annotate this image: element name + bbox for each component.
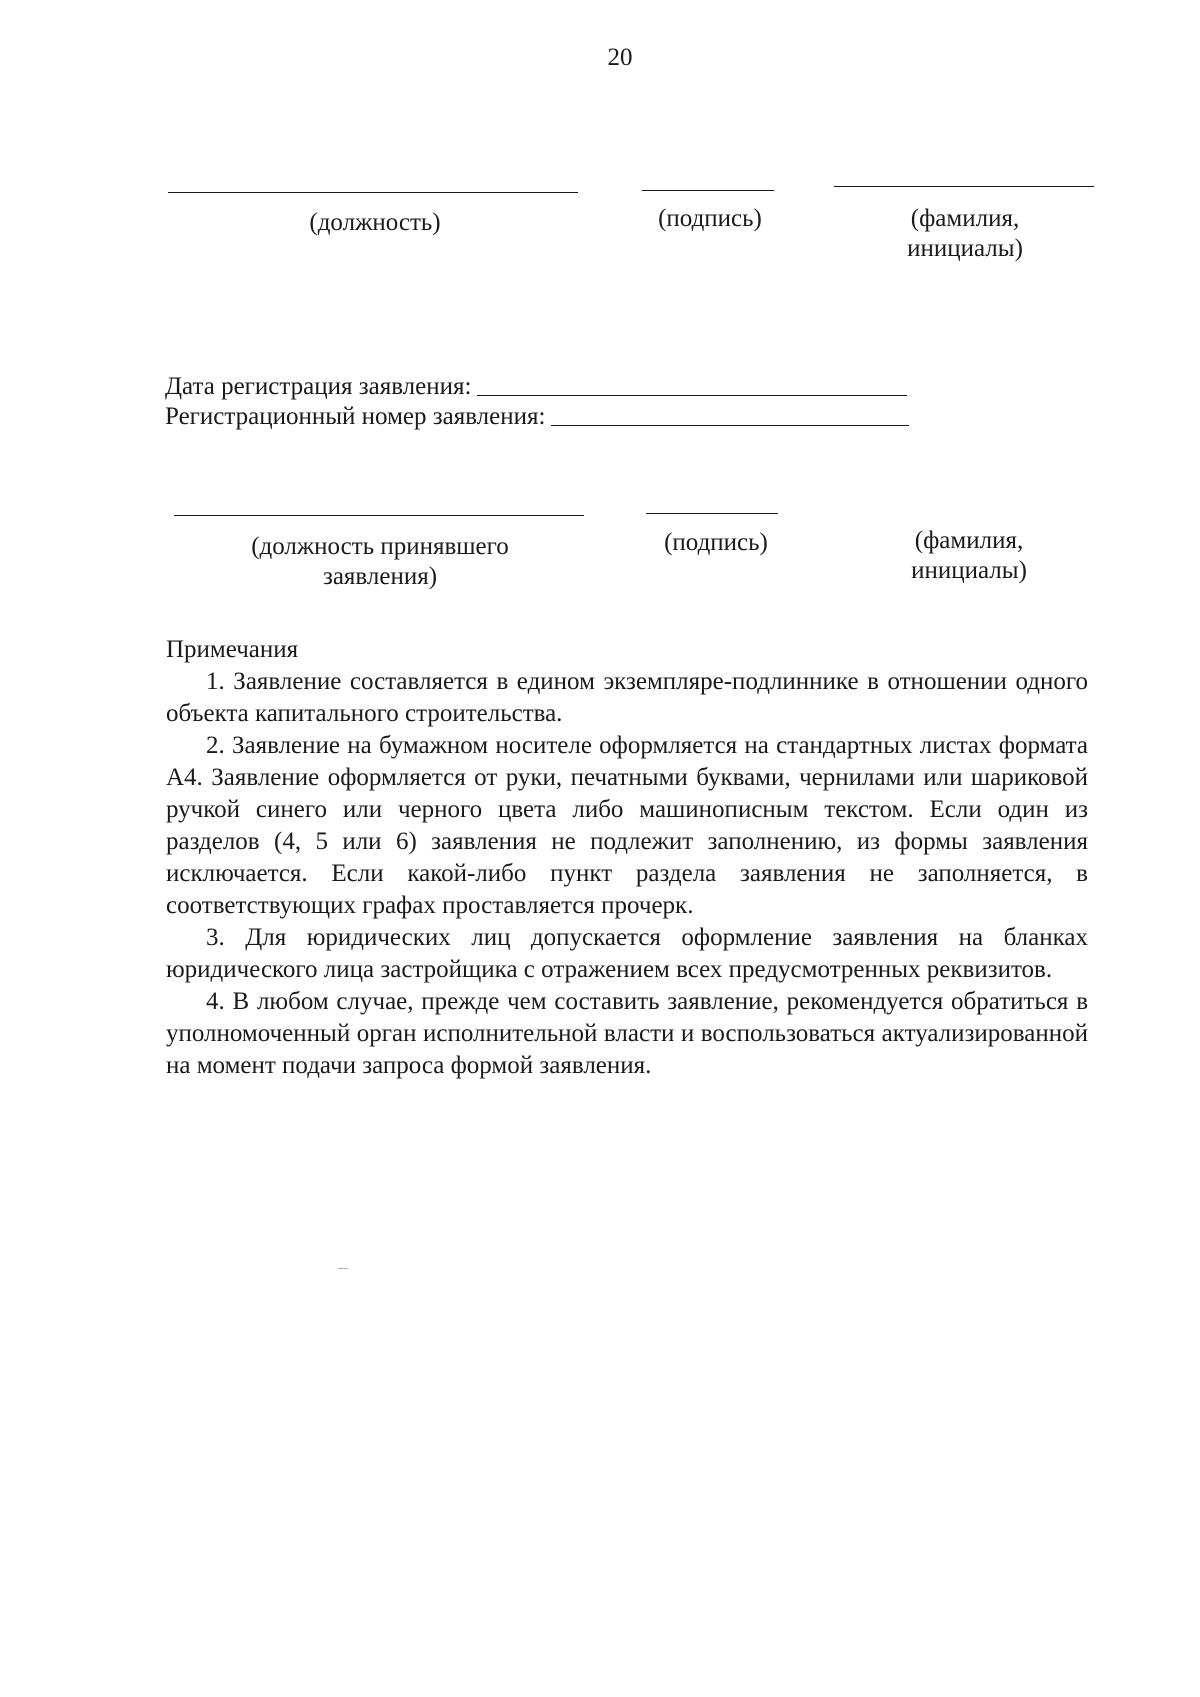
registration-date-field <box>477 395 907 396</box>
scan-artifact-mark <box>338 1268 348 1269</box>
registration-number-field <box>551 425 909 426</box>
notes-title: Примечания <box>166 636 299 663</box>
notes-section <box>166 634 1088 1082</box>
position-line <box>168 192 578 193</box>
registration-number-label: Регистрационный номер заявления: <box>165 403 546 430</box>
registration-date-row <box>165 372 909 402</box>
registration-date-label: Дата регистрация заявления: <box>165 373 472 400</box>
receiver-signature-line <box>646 513 778 514</box>
receiver-position-label: (должность принявшего заявления) <box>251 533 509 590</box>
name-line <box>834 186 1094 187</box>
page-number: 20 <box>607 44 633 71</box>
receiver-name-label: (фамилия, инициалы) <box>911 527 1027 584</box>
registration-block <box>165 372 909 432</box>
position-label: (должность) <box>309 209 441 236</box>
note-item: 2. Заявление на бумажном носителе оформляется на стандартных листах формата А4. Заявление оформляется от руки, печатными буквами, чернилами или шариковой ручкой синего или черного цвета либо машинописным текстом. Если один из разделов (4, 5 или 6) заявления не подлежит заполнению, из формы заявления исключается. Если какой-либо пункт раздела заявления не заполняется, в соответствующих графах проставляется прочерк. <box>166 732 1088 919</box>
note-item: 3. Для юридических лиц допускается оформление заявления на бланках юридического лица застройщика с отражением всех предусмотренных реквизитов. <box>166 924 1088 983</box>
receiver-signature-label: (подпись) <box>664 529 768 556</box>
signature-label: (подпись) <box>658 205 762 232</box>
registration-number-row <box>165 402 909 432</box>
name-label: (фамилия, инициалы) <box>907 205 1023 262</box>
receiver-position-line <box>174 515 584 516</box>
signature-line <box>642 190 774 191</box>
note-item: 4. В любом случае, прежде чем составить заявление, рекомендуется обратиться в уполномоченный орган исполнительной власти и воспользоваться актуализированной на момент подачи запроса формой заявления. <box>166 988 1088 1079</box>
note-item: 1. Заявление составляется в едином экземпляре-подлиннике в отношении одного объекта капитального строительства. <box>166 668 1088 727</box>
